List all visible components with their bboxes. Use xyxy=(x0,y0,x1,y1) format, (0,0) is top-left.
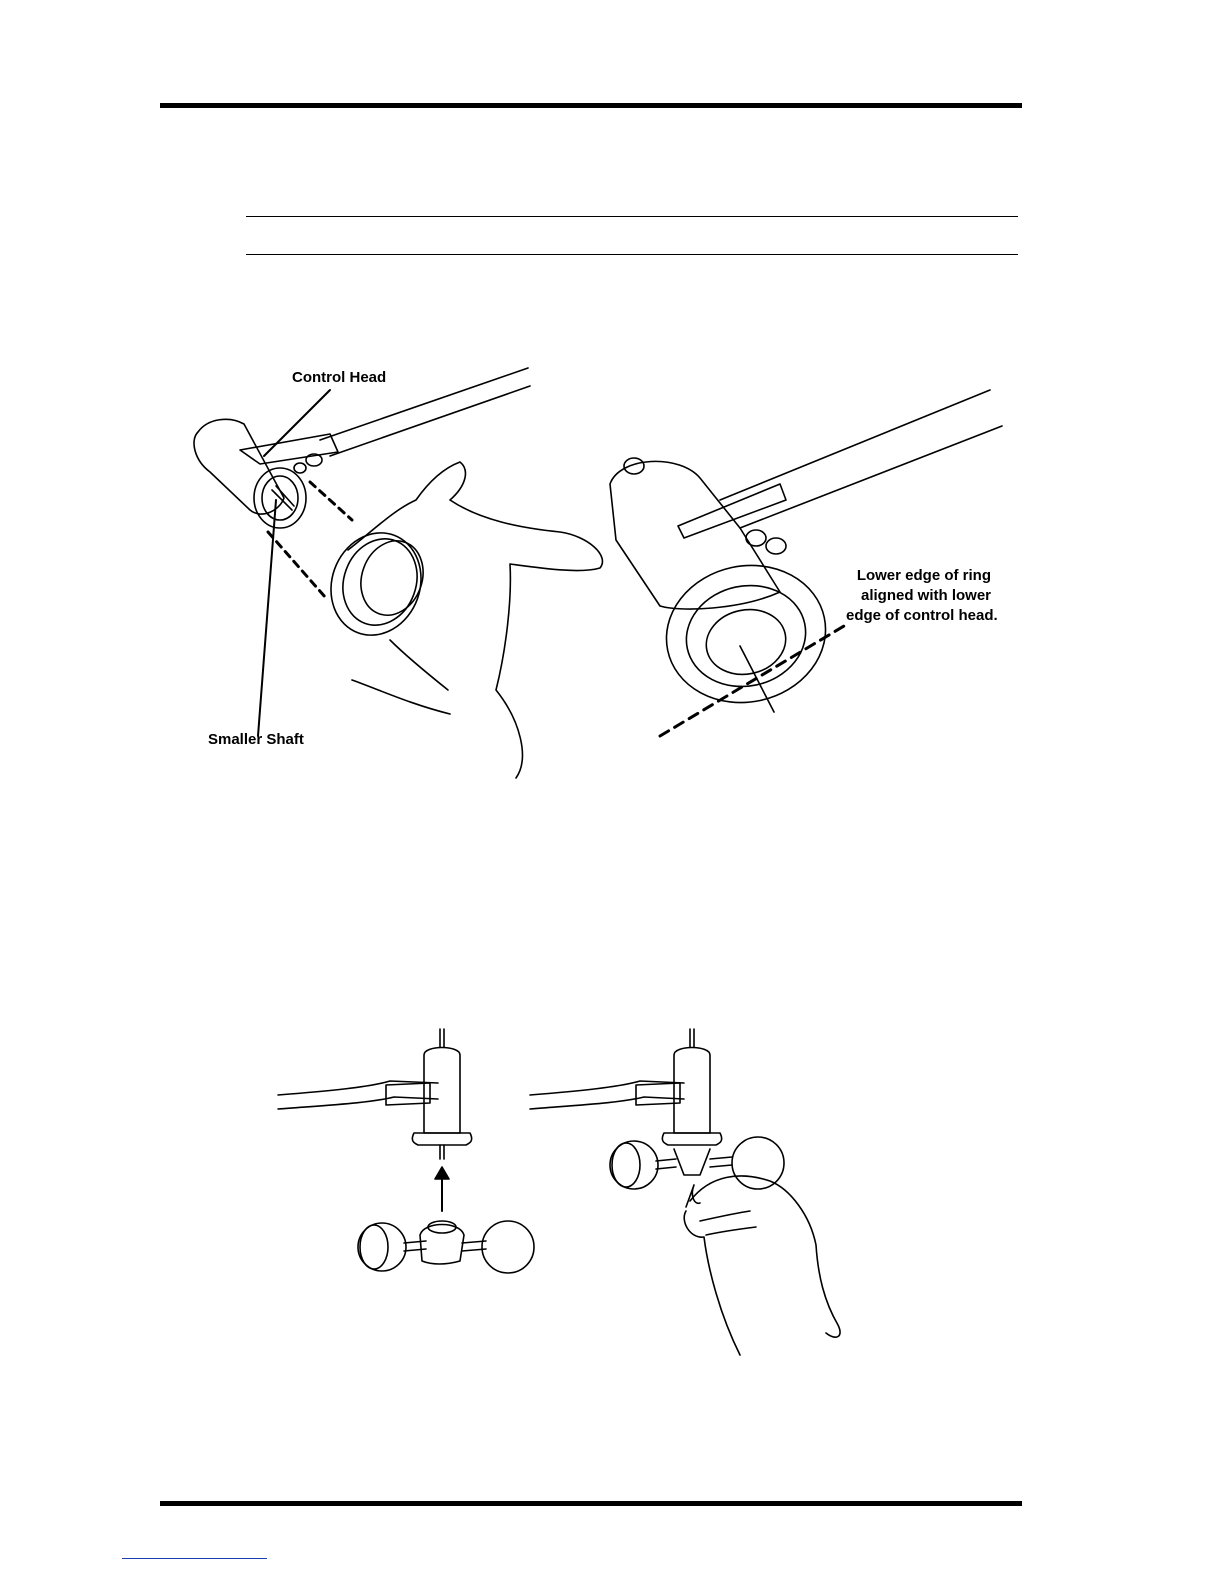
control-head-leader xyxy=(264,390,330,456)
cup-assembly-figure xyxy=(270,1025,850,1365)
insert-arrow xyxy=(435,1167,449,1211)
section-rule-lower xyxy=(246,254,1018,255)
right-sensor-arm xyxy=(678,390,1002,538)
left-hand xyxy=(348,462,602,778)
right-head xyxy=(636,1029,722,1145)
left-hand-finger xyxy=(390,640,448,690)
right-arm xyxy=(530,1081,684,1109)
right-control-head xyxy=(610,458,838,717)
cup-assembly-loose xyxy=(358,1221,534,1273)
footer-rule xyxy=(160,1501,1022,1506)
label-smaller-shaft: Smaller Shaft xyxy=(208,731,304,748)
header-rule xyxy=(160,103,1022,108)
label-ring-line-3: edge of control head. xyxy=(846,607,998,624)
section-rule-upper xyxy=(246,216,1018,217)
right-hand-with-wrench xyxy=(684,1176,840,1355)
label-ring-alignment xyxy=(846,566,998,626)
left-control-head xyxy=(194,419,338,528)
label-ring-line-1: Lower edge of ring xyxy=(856,567,991,584)
footer-link-underline[interactable] xyxy=(122,1558,267,1559)
label-control-head: Control Head xyxy=(292,369,387,386)
ring xyxy=(317,520,435,648)
label-ring-line-2: aligned with lower xyxy=(860,587,991,604)
right-alignment-guide xyxy=(660,626,844,736)
left-head xyxy=(386,1029,472,1159)
left-arm xyxy=(278,1081,438,1109)
smaller-shaft-leader xyxy=(258,500,276,736)
